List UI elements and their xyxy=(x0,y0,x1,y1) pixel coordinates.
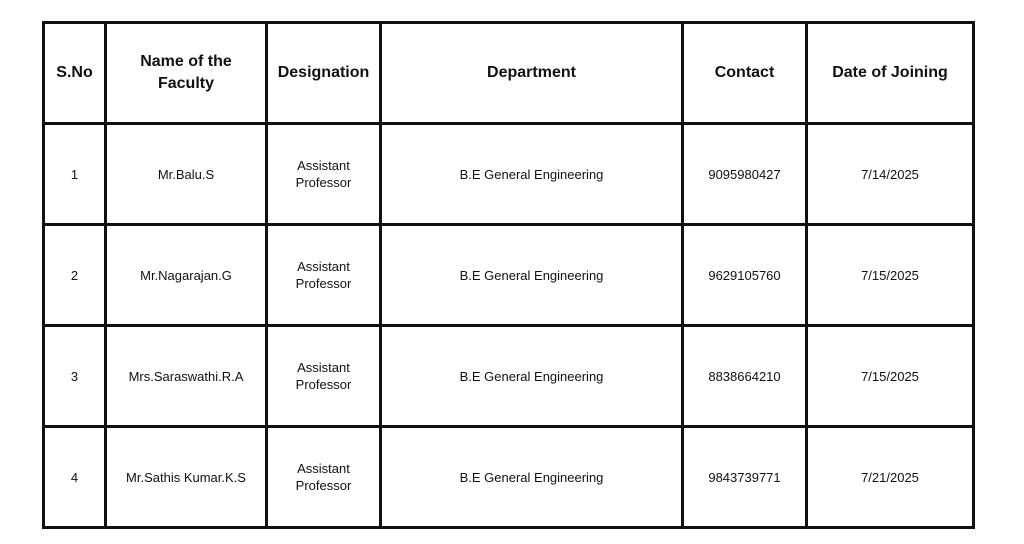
cell-date: 7/21/2025 xyxy=(807,427,974,528)
designation-text: Assistant Professor xyxy=(295,360,352,392)
cell-name: Mr.Nagarajan.G xyxy=(106,225,267,326)
table-row xyxy=(44,326,974,427)
table-row xyxy=(44,225,974,326)
designation-text: Assistant Professor xyxy=(295,461,352,493)
cell-department: B.E General Engineering xyxy=(381,427,683,528)
cell-designation xyxy=(267,124,381,225)
header-date-of-joining: Date of Joining xyxy=(807,23,974,124)
header-name-label: Name of the Faculty xyxy=(140,53,232,92)
cell-sno: 1 xyxy=(44,124,106,225)
designation-text: Assistant Professor xyxy=(295,158,352,190)
cell-sno: 3 xyxy=(44,326,106,427)
cell-designation xyxy=(267,326,381,427)
cell-department: B.E General Engineering xyxy=(381,124,683,225)
cell-contact: 9095980427 xyxy=(683,124,807,225)
cell-department: B.E General Engineering xyxy=(381,225,683,326)
header-row xyxy=(44,23,974,124)
cell-name: Mrs.Saraswathi.R.A xyxy=(106,326,267,427)
cell-contact: 8838664210 xyxy=(683,326,807,427)
header-sno: S.No xyxy=(44,23,106,124)
cell-designation xyxy=(267,225,381,326)
faculty-table xyxy=(42,21,975,529)
cell-sno: 2 xyxy=(44,225,106,326)
cell-name: Mr.Sathis Kumar.K.S xyxy=(106,427,267,528)
header-contact: Contact xyxy=(683,23,807,124)
cell-contact: 9629105760 xyxy=(683,225,807,326)
header-name xyxy=(106,23,267,124)
cell-sno: 4 xyxy=(44,427,106,528)
cell-department: B.E General Engineering xyxy=(381,326,683,427)
header-designation: Designation xyxy=(267,23,381,124)
cell-name: Mr.Balu.S xyxy=(106,124,267,225)
table-row xyxy=(44,124,974,225)
designation-text: Assistant Professor xyxy=(295,259,352,291)
cell-date: 7/15/2025 xyxy=(807,326,974,427)
cell-date: 7/15/2025 xyxy=(807,225,974,326)
table-row xyxy=(44,427,974,528)
cell-contact: 9843739771 xyxy=(683,427,807,528)
header-department: Department xyxy=(381,23,683,124)
cell-date: 7/14/2025 xyxy=(807,124,974,225)
cell-designation xyxy=(267,427,381,528)
